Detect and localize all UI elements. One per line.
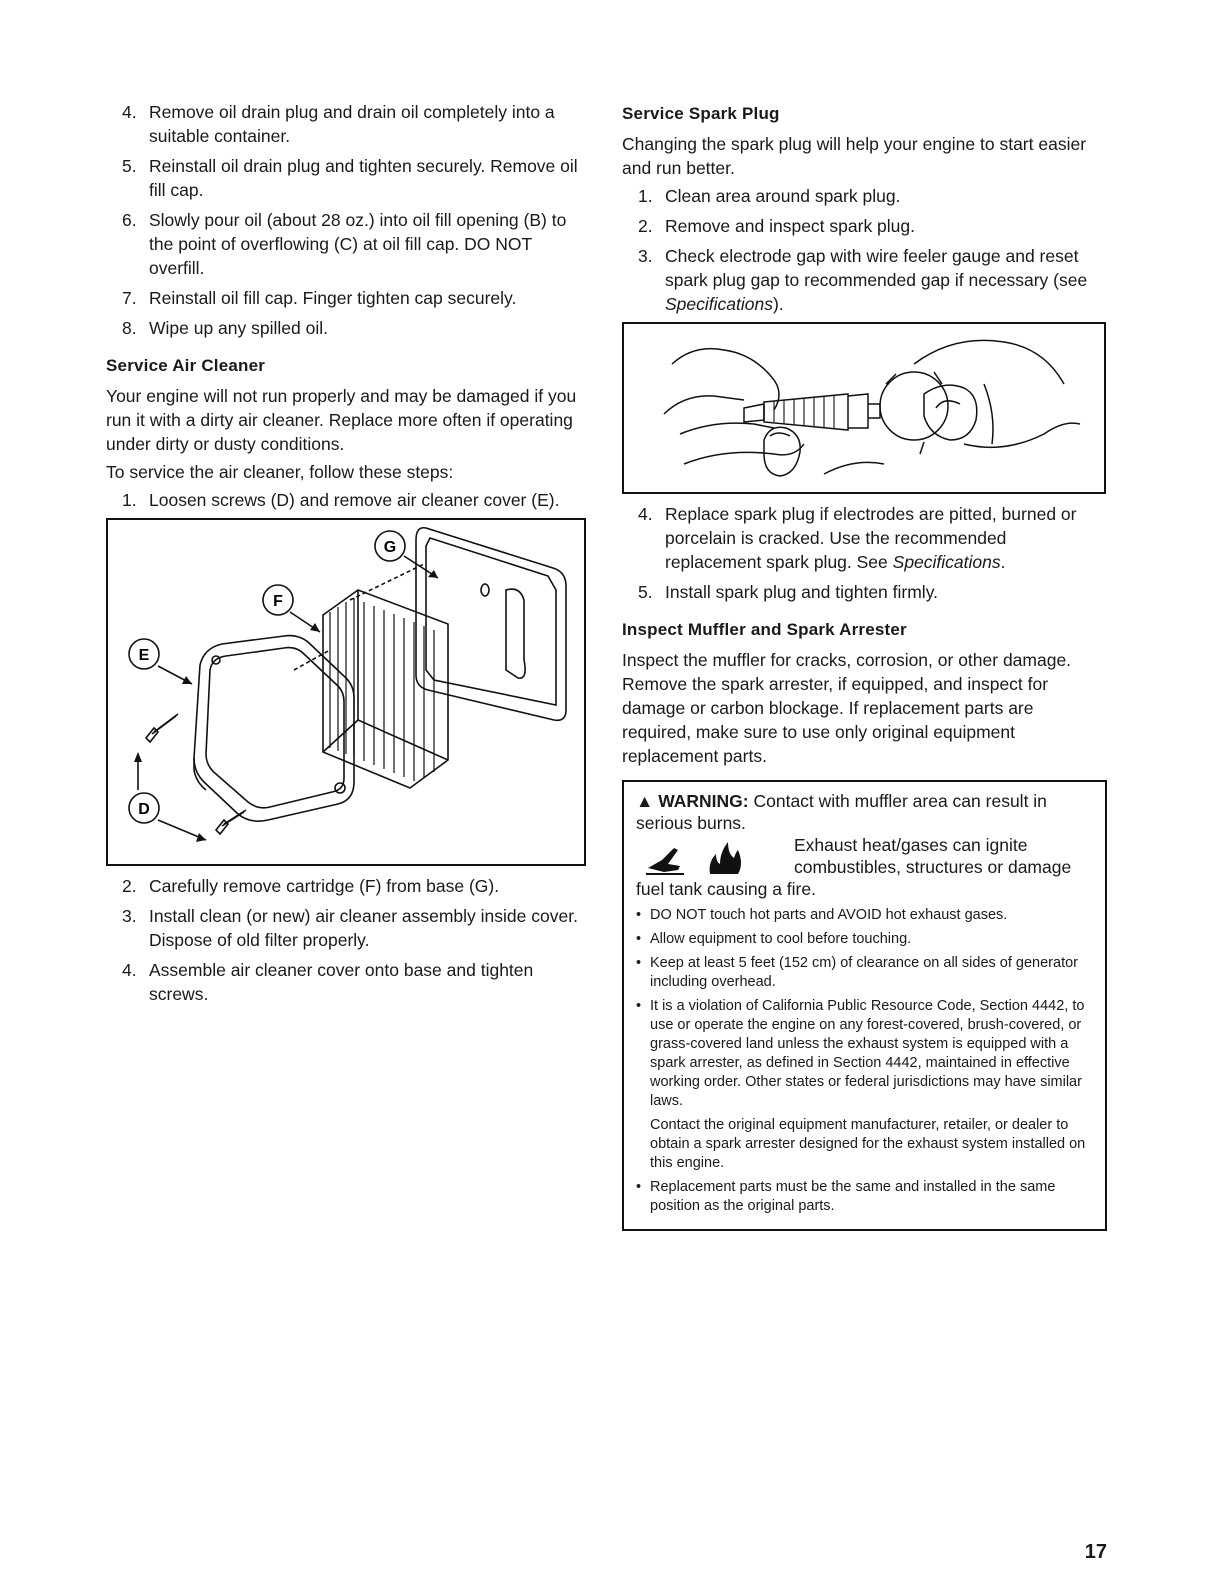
warning-fuel-text: fuel tank causing a fire. bbox=[636, 879, 816, 899]
warning-bullets bbox=[636, 906, 1095, 1111]
warning-triangle-icon: ▲ bbox=[636, 791, 654, 811]
spark-plug-figure bbox=[622, 322, 1106, 494]
air-cleaner-follow: To service the air cleaner, follow these steps: bbox=[106, 462, 454, 482]
fire-icon bbox=[702, 838, 746, 878]
list-item: 1. Clean area around spark plug. bbox=[638, 186, 901, 206]
list-item: 3. Install clean (or new) air cleaner assembly inside cover. Dispose of old filter properly. bbox=[122, 906, 578, 950]
list-item: 2. Remove and inspect spark plug. bbox=[638, 216, 915, 236]
list-item: 4. Remove oil drain plug and drain oil completely into a suitable container. bbox=[122, 102, 555, 146]
specifications-ref: Specifications bbox=[665, 294, 773, 314]
section-heading-muffler: Inspect Muffler and Spark Arrester bbox=[622, 620, 907, 639]
list-item: 2. Carefully remove cartridge (F) from base (G). bbox=[122, 876, 500, 896]
warning-bullets-last bbox=[636, 1178, 1095, 1216]
spark-plug-steps bbox=[622, 184, 1107, 316]
list-item: • Allow equipment to cool before touching. bbox=[636, 930, 1095, 949]
list-item: • Keep at least 5 feet (152 cm) of clearance on all sides of generator including overhead. bbox=[636, 954, 1095, 992]
warning-header bbox=[636, 790, 1095, 834]
label-f: F bbox=[273, 593, 283, 610]
label-g: G bbox=[383, 539, 397, 556]
list-item: 3. Check electrode gap with wire feeler gauge and reset spark plug gap to recommended gap if necessary (see Specifications). bbox=[638, 246, 1088, 314]
section-heading-air-cleaner: Service Air Cleaner bbox=[106, 356, 266, 375]
list-item: • It is a violation of California Public Resource Code, Section 4442, to use or operate the engine on any forest-covered, brush-covered, or grass-covered land unless the exhaust system is equipped with a spark arrester, as defined in Section 4442, maintained in effective working order. Other states or federal jurisdictions may have similar laws. bbox=[636, 997, 1095, 1111]
air-cleaner-steps-continued bbox=[106, 874, 591, 1006]
right-column bbox=[622, 100, 1107, 1231]
warning-exhaust-text: Exhaust heat/gases can ignite combustibles, structures or damage bbox=[794, 835, 1072, 877]
list-item: 4. Replace spark plug if electrodes are pitted, burned or porcelain is cracked. Use the recommended replacement spark plug. See Specifications. bbox=[638, 504, 1077, 572]
spark-plug-steps-continued bbox=[622, 502, 1107, 604]
contact-manufacturer-text: Contact the original equipment manufacturer, retailer, or dealer to obtain a spark arrester designed for the exhaust system installed on this engine. bbox=[650, 1117, 1086, 1171]
list-item: 6. Slowly pour oil (about 28 oz.) into oil fill opening (B) to the point of overflowing (C) at oil fill cap. DO NOT overfill. bbox=[122, 210, 567, 278]
left-column bbox=[106, 100, 591, 1012]
list-item: 4. Assemble air cleaner cover onto base and tighten screws. bbox=[122, 960, 534, 1004]
air-cleaner-figure bbox=[106, 518, 586, 866]
air-cleaner-steps bbox=[106, 488, 591, 512]
list-item: • Replacement parts must be the same and installed in the same position as the original parts. bbox=[636, 1178, 1095, 1216]
warning-line1: Contact with muffler area can result in serious burns. bbox=[636, 791, 1047, 833]
list-item: 5. Install spark plug and tighten firmly. bbox=[638, 582, 939, 602]
hazard-icons bbox=[636, 834, 784, 878]
specifications-ref: Specifications bbox=[892, 552, 1001, 572]
warning-box bbox=[622, 780, 1107, 1231]
muffler-body: Inspect the muffler for cracks, corrosion, or other damage. Remove the spark arrester, if equipped, and inspect for damage or carbon blockage. If replacement parts are required, make sure to use only original equipment replacement parts. bbox=[622, 650, 1072, 766]
section-heading-spark-plug: Service Spark Plug bbox=[622, 104, 780, 123]
warning-icons-row bbox=[636, 834, 1095, 878]
hot-surface-icon bbox=[644, 838, 688, 878]
air-cleaner-intro: Your engine will not run properly and may be damaged if you run it with a dirty air cleaner. Replace more often if operating under dirty or dusty conditions. bbox=[106, 386, 577, 454]
label-e: E bbox=[138, 647, 150, 664]
spark-plug-intro: Changing the spark plug will help your engine to start easier and run better. bbox=[622, 134, 1087, 178]
page-number: 17 bbox=[1084, 1541, 1107, 1563]
list-item: 5. Reinstall oil drain plug and tighten securely. Remove oil fill cap. bbox=[122, 156, 578, 200]
list-item: 7. Reinstall oil fill cap. Finger tighten cap securely. bbox=[122, 288, 517, 308]
air-cleaner-diagram bbox=[108, 520, 584, 864]
list-item: • DO NOT touch hot parts and AVOID hot exhaust gases. bbox=[636, 906, 1095, 925]
spark-plug-diagram bbox=[624, 324, 1104, 492]
warning-label: WARNING: bbox=[658, 791, 749, 811]
oil-change-steps bbox=[106, 100, 591, 340]
label-d: D bbox=[138, 801, 150, 818]
list-item: 8. Wipe up any spilled oil. bbox=[122, 318, 328, 338]
list-item: 1. Loosen screws (D) and remove air cleaner cover (E). bbox=[122, 490, 560, 510]
